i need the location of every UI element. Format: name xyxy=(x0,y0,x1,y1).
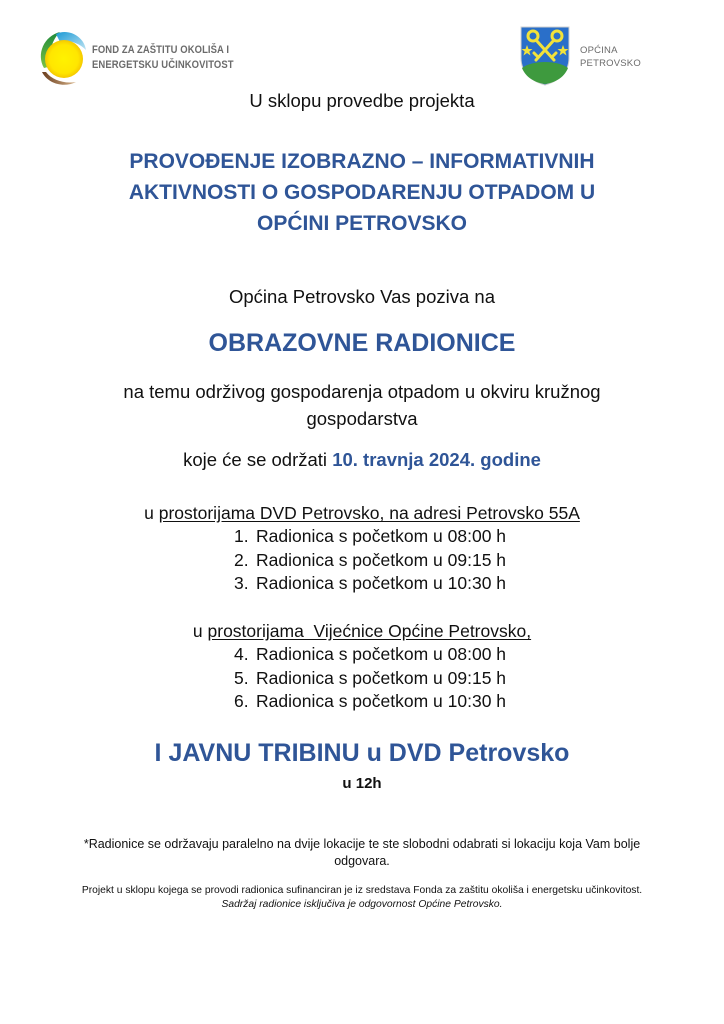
date-prefix: koje će se održati xyxy=(183,449,328,470)
location1-prefix: u xyxy=(144,503,154,523)
item-number: 4. xyxy=(234,644,249,664)
item-text: Radionica s početkom u 08:00 h xyxy=(256,644,507,664)
theme-line2: gospodarstva xyxy=(306,408,418,429)
opcina-name xyxy=(580,44,641,70)
item-text: Radionica s početkom u 10:30 h xyxy=(256,573,507,593)
location1-heading xyxy=(0,502,724,526)
intro-text: U sklopu provedbe projekta xyxy=(249,90,475,111)
opcina-name-line1: OPĆINA xyxy=(580,45,618,56)
workshops-heading: OBRAZOVNE RADIONICE xyxy=(208,329,516,357)
project-title-line1: PROVOĐENJE IZOBRAZNO – INFORMATIVNIH xyxy=(129,150,595,173)
list-item xyxy=(234,525,506,549)
location1-address: prostorijama DVD Petrovsko, na adresi Petrovsko 55A xyxy=(158,503,580,523)
petrovsko-coat-of-arms-icon xyxy=(518,24,572,86)
opcina-name-line2: PETROVSKO xyxy=(580,58,641,69)
item-text: Radionica s početkom u 08:00 h xyxy=(256,526,507,546)
fond-logo xyxy=(34,28,274,88)
theme-line1: na temu održivog gospodarenja otpadom u okviru kružnog xyxy=(123,381,601,402)
item-number: 1. xyxy=(234,526,249,546)
note-text: *Radionice se održavaju paralelno na dvije lokacije te ste slobodni odabrati si lokaciju koja Vam bolje odgovara. xyxy=(83,837,641,868)
fond-sun-logo-icon xyxy=(34,28,90,88)
list-item xyxy=(234,549,506,573)
event-date: 10. travnja 2024. godine xyxy=(332,449,541,470)
item-number: 6. xyxy=(234,691,249,711)
date-line xyxy=(0,449,724,471)
footer-disclaimer: Sadržaj radionice isključiva je odgovornost Općine Petrovsko. xyxy=(221,899,503,910)
location2-address: prostorijama Vijećnice Općine Petrovsko, xyxy=(207,621,532,641)
project-title-line3: OPĆINI PETROVSKO xyxy=(256,212,468,235)
list-item xyxy=(234,643,506,667)
item-number: 5. xyxy=(234,667,249,688)
fond-name-line1: FOND ZA ZAŠTITU OKOLIŠA I xyxy=(92,44,230,56)
item-text: Radionica s početkom u 09:15 h xyxy=(256,667,507,688)
item-text: Radionica s početkom u 09:15 h xyxy=(256,549,507,570)
location2-heading xyxy=(0,620,724,644)
project-title-line2: AKTIVNOSTI O GOSPODARENJU OTPADOM U xyxy=(128,181,596,204)
invite-text: Općina Petrovsko Vas poziva na xyxy=(229,286,495,307)
footer xyxy=(0,884,724,912)
opcina-logo xyxy=(518,24,678,88)
tribina-time: u 12h xyxy=(342,775,382,792)
fond-name xyxy=(92,43,234,73)
tribina-heading: I JAVNU TRIBINU u DVD Petrovsko xyxy=(154,739,570,767)
project-title xyxy=(0,146,724,239)
fond-name-line2: ENERGETSKU UČINKOVITOST xyxy=(92,59,234,71)
footer-funding-text: Projekt u sklopu kojega se provodi radionica sufinanciran je iz sredstava Fonda za zaštitu okoliša i energetsku učinkovitost. xyxy=(81,885,643,896)
list-item xyxy=(234,690,506,714)
item-number: 3. xyxy=(234,573,249,593)
location2-list xyxy=(234,643,506,714)
theme-text xyxy=(0,378,724,432)
location1-list xyxy=(234,525,506,596)
item-text: Radionica s početkom u 10:30 h xyxy=(256,691,507,711)
item-number: 2. xyxy=(234,549,249,570)
list-item xyxy=(234,667,506,691)
list-item xyxy=(234,572,506,596)
location2-prefix: u xyxy=(192,621,203,641)
